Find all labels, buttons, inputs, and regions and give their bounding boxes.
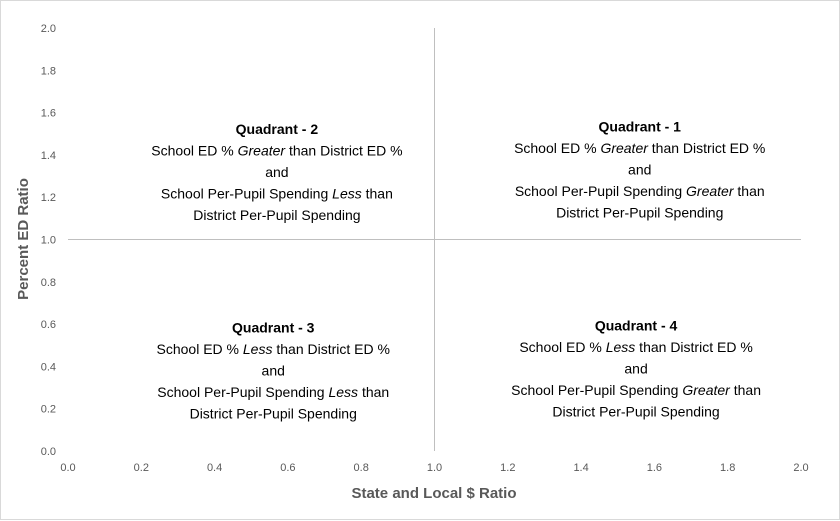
y-tick-label: 1.2 (40, 192, 56, 205)
y-tick-label: 0.8 (40, 276, 56, 289)
y-tick-label: 0.2 (40, 403, 56, 416)
quadrant-2-label (151, 121, 402, 223)
x-axis-ticks (60, 462, 808, 474)
quadrant-condition-spending-post: than (358, 384, 390, 401)
quadrant-condition-spending-em: Greater (686, 183, 734, 200)
quadrant-condition-ed-post: than District ED % (285, 142, 403, 159)
y-tick-label: 0.6 (40, 319, 56, 332)
x-tick-label: 1.4 (573, 462, 589, 474)
quadrant-condition-ed (514, 140, 765, 156)
quadrant-condition-spending-pre: School Per-Pupil Spending (157, 384, 329, 401)
quadrant-condition-ed (151, 142, 402, 158)
x-tick-label: 0.4 (206, 462, 223, 474)
y-axis-ticks (41, 23, 56, 458)
quadrant-conjunction: and (628, 161, 652, 178)
quadrant-title: Quadrant - 3 (232, 319, 315, 336)
x-tick-label: 0.8 (353, 462, 369, 474)
x-tick-label: 0.0 (60, 462, 76, 474)
quadrant-condition-spending-post: than (729, 381, 761, 398)
quadrant-labels (151, 119, 765, 422)
quadrant-condition-ed-post: than District ED % (635, 338, 753, 355)
quadrant-condition-spending-em: Greater (682, 381, 730, 398)
quadrant-condition-spending (161, 185, 393, 201)
quadrant-condition-ed-em: Less (605, 338, 636, 355)
quadrant-conjunction: and (261, 362, 285, 379)
quadrant-conjunction: and (265, 163, 289, 180)
x-tick-label: 1.2 (500, 462, 516, 474)
y-tick-label: 2.0 (40, 23, 56, 35)
x-tick-label: 0.6 (280, 462, 296, 474)
quadrant-condition-spending-pre: School Per-Pupil Spending (511, 381, 683, 398)
quadrant-condition-ed-post: than District ED % (272, 341, 390, 358)
quadrant-condition-spending (515, 183, 765, 199)
y-tick-label: 1.0 (40, 234, 56, 247)
quadrant-condition-ed (157, 341, 390, 357)
y-tick-label: 1.4 (40, 149, 56, 162)
quadrant-condition-ed-pre: School ED % (519, 338, 606, 355)
quadrant-condition-spending (511, 382, 761, 398)
quadrant-condition-spending (157, 384, 389, 400)
quadrant-condition-spending-pre: School Per-Pupil Spending (514, 183, 687, 200)
quadrant-title: Quadrant - 4 (594, 317, 678, 334)
quadrant-condition-ed-em: Less (242, 341, 273, 358)
quadrant-title: Quadrant - 1 (598, 118, 681, 135)
quadrant-chart (1, 1, 840, 521)
quadrant-condition-spending-cont: District Per-Pupil Spending (193, 206, 361, 223)
quadrant-condition-ed-em: Greater (237, 142, 286, 159)
quadrant-condition-spending-em: Less (328, 384, 359, 401)
quadrant-condition-spending-em: Less (332, 185, 362, 202)
quadrant-condition-ed (519, 339, 752, 355)
x-tick-label: 1.0 (426, 462, 443, 474)
quadrant-4-label (511, 317, 761, 419)
quadrant-title: Quadrant - 2 (235, 120, 319, 137)
quadrant-1-label (514, 119, 765, 221)
y-tick-label: 0.0 (40, 446, 56, 458)
x-tick-label: 2.0 (793, 462, 809, 474)
quadrant-condition-ed-pre: School ED % (514, 140, 601, 157)
quadrant-conjunction: and (624, 360, 648, 377)
x-tick-label: 1.8 (720, 462, 736, 474)
quadrant-condition-spending-cont: District Per-Pupil Spending (189, 405, 357, 422)
quadrant-condition-ed-em: Greater (600, 140, 648, 157)
y-tick-label: 1.8 (40, 65, 56, 78)
quadrant-condition-ed-post: than District ED % (647, 140, 766, 157)
y-axis-title: Percent ED Ratio (15, 178, 32, 300)
quadrant-condition-ed-pre: School ED % (151, 142, 238, 159)
quadrant-condition-ed-pre: School ED % (156, 341, 243, 358)
x-tick-label: 1.6 (646, 462, 663, 474)
quadrant-condition-spending-pre: School Per-Pupil Spending (160, 185, 333, 202)
quadrant-3-label (157, 320, 390, 422)
quadrant-condition-spending-cont: District Per-Pupil Spending (556, 204, 724, 221)
x-axis-title: State and Local $ Ratio (351, 485, 517, 502)
quadrant-condition-spending-post: than (733, 183, 765, 200)
y-tick-label: 0.4 (40, 361, 56, 374)
quadrant-condition-spending-post: than (361, 185, 393, 202)
y-tick-label: 1.6 (40, 107, 56, 120)
x-tick-label: 0.2 (133, 462, 149, 474)
quadrant-condition-spending-cont: District Per-Pupil Spending (552, 403, 720, 420)
